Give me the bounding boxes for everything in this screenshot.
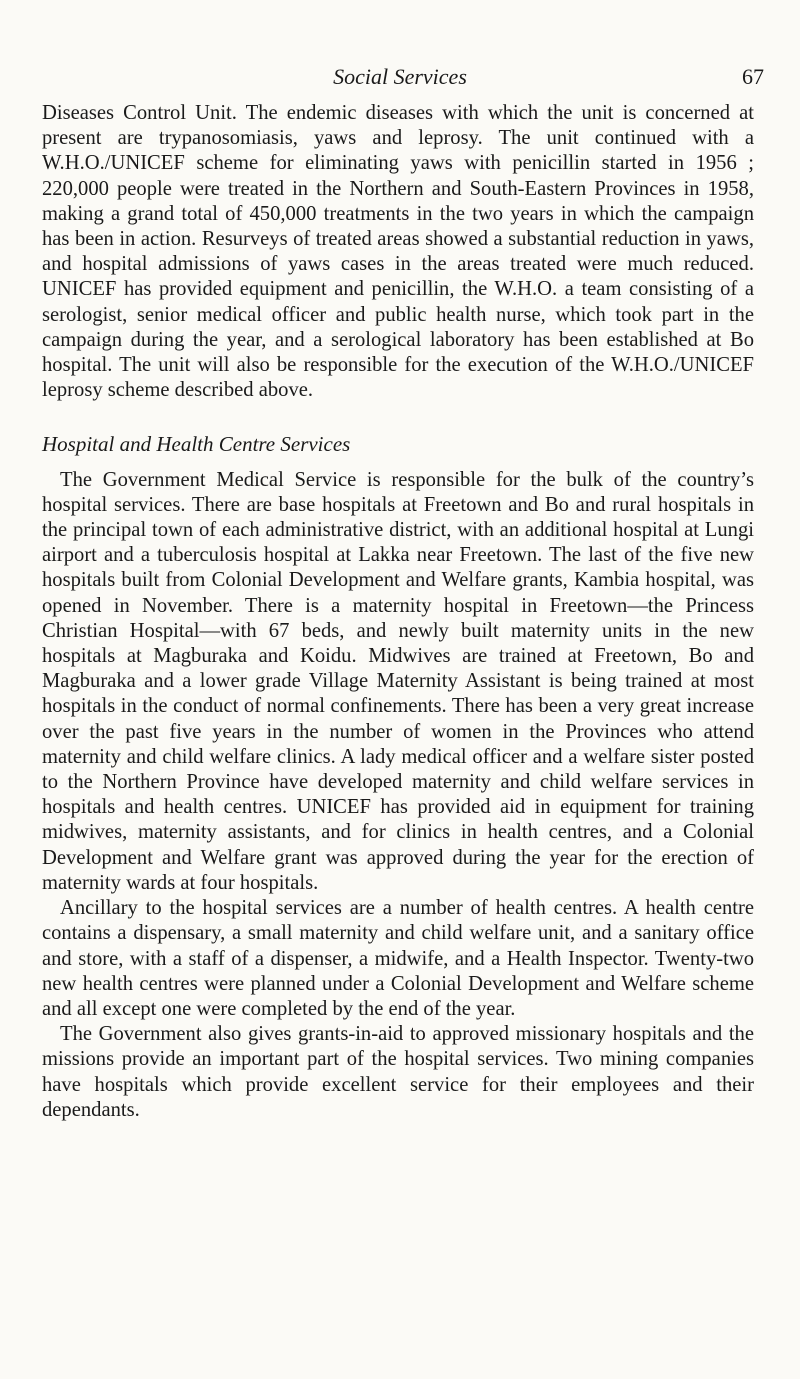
paragraph-government-medical-service: The Government Medical Service is responsible for the bulk of the country’s hospital services. There are base hospitals at Freetown and Bo and rural hospitals in the principal town of each administrative district, with an additional hospital at Lungi airport and a tuberculosis hospital at Lakka near Freetown. The last of the five new hospitals built from Colonial Development and Welfare grants, Kambia hospital, was opened in November. There is a maternity hospital in Freetown—the Princess Christian Hospital—with 67 beds, and newly built maternity units in the new hospitals at Magburaka and Koidu. Midwives are trained at Freetown, Bo and Magburaka and a lower grade Village Maternity Assistant is being trained at most hospitals in the conduct of normal confinements. There has been a very great increase over the past five years in the number of women in the Provinces who attend maternity and child welfare clinics. A lady medical officer and a welfare sister posted to the Northern Province have developed maternity and child welfare services in hospitals and health centres. UNICEF has provided aid in equipment for training midwives, maternity assistants, and for clinics in health centres, and a Colonial Development and Welfare grant was approved during the year for the erection of maternity wards at four hospitals. — [42, 468, 754, 894]
running-header — [0, 64, 800, 98]
page-number: 67 — [742, 64, 764, 89]
body-text — [42, 101, 754, 1123]
paragraph-missionary-hospitals: The Government also gives grants-in-aid to approved missionary hospitals and the missions provide an important part of the hospital services. Two mining companies have hospitals which provide excellent service for their employees and their dependants. — [42, 1023, 754, 1121]
section-heading: Hospital and Health Centre Services — [42, 432, 351, 457]
running-title: Social Services — [333, 64, 467, 89]
paragraph-diseases-control-unit: Diseases Control Unit. The endemic diseases with which the unit is concerned at present are trypanosomiasis, yaws and leprosy. The unit continued with a W.H.O./UNICEF scheme for eliminating yaws with penicillin started in 1956 ; 220,000 people were treated in the Northern and South-Eastern Provinces in 1958, making a grand total of 450,000 treatments in the two years in which the campaign has been in action. Resurveys of treated areas showed a substantial reduction in yaws, and hospital admissions of yaws cases in the areas treated were much reduced. UNICEF has provided equipment and penicillin, the W.H.O. a team consisting of a serologist, senior medical officer and public health nurse, which took part in the campaign during the year, and a serological laboratory has been established at Bo hospital. The unit will also be responsible for the execution of the W.H.O./UNICEF leprosy scheme described above. — [42, 102, 754, 402]
paragraph-health-centres: Ancillary to the hospital services are a number of health centres. A health centre contains a dispensary, a small maternity and child welfare unit, and a sanitary office and store, with a staff of a dispenser, a midwife, and a Health Inspector. Twenty-two new health centres were planned under a Colonial Development and Welfare scheme and all except one were completed by the end of the year. — [42, 897, 754, 1020]
